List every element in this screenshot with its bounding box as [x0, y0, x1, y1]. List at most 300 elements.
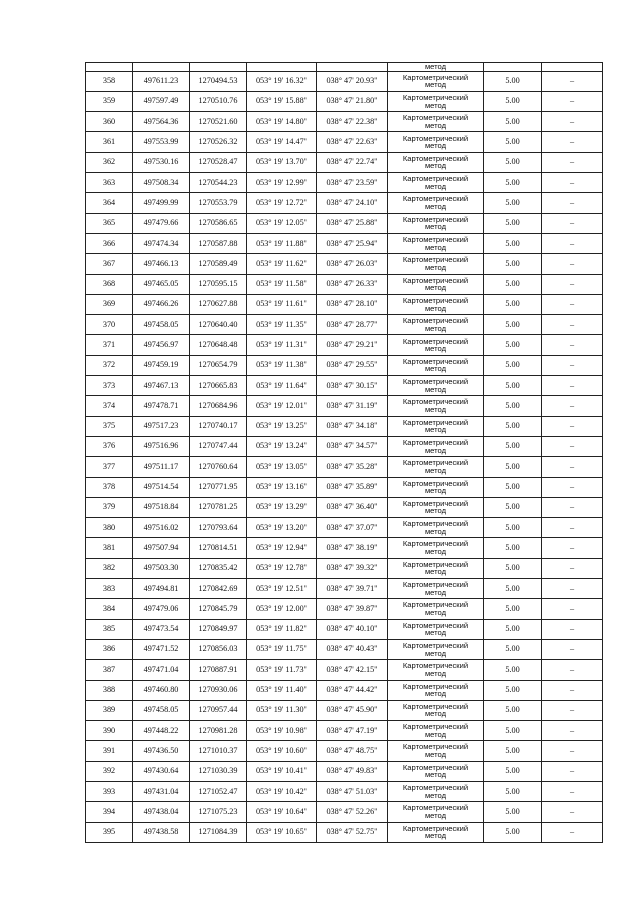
method-line-2: метод: [424, 668, 447, 678]
cell-x-coordinate: 497553.99: [133, 132, 190, 152]
cell-longitude: 038° 47' 42.15": [317, 660, 388, 680]
cell-longitude: 038° 47' 34.18": [317, 416, 388, 436]
cell-y-coordinate: 1270781.25: [190, 497, 247, 517]
cell-accuracy: 5.00: [484, 457, 542, 477]
cell-y-coordinate: 1270553.79: [190, 193, 247, 213]
method-line-2: метод: [424, 404, 447, 414]
cell-x-coordinate: 497473.54: [133, 619, 190, 639]
method-line-1: Картометрический: [402, 519, 469, 529]
cell-dash: –: [542, 639, 603, 659]
cell-point-number: 376: [86, 436, 133, 456]
cell-dash: –: [542, 355, 603, 375]
cell-method-continued: метод: [388, 63, 484, 72]
cell-x-coordinate: 497448.22: [133, 721, 190, 741]
cell-longitude: 038° 47' 29.21": [317, 335, 388, 355]
cell-longitude: 038° 47' 47.19": [317, 721, 388, 741]
cell-latitude: 053° 19' 11.73": [247, 660, 317, 680]
cell-point-number: 389: [86, 700, 133, 720]
cell-accuracy: 5.00: [484, 538, 542, 558]
cell-dash: –: [542, 700, 603, 720]
cell-x-coordinate: 497456.97: [133, 335, 190, 355]
cell-accuracy: 5.00: [484, 518, 542, 538]
cell-dash: –: [542, 213, 603, 233]
method-line-1: Картометрический: [402, 214, 469, 224]
cell-longitude: 038° 47' 30.15": [317, 376, 388, 396]
method-line-1: Картометрический: [402, 174, 469, 184]
cell-latitude: 053° 19' 11.62": [247, 254, 317, 274]
cell-y-coordinate: 1271084.39: [190, 822, 247, 842]
cell-point-number: 385: [86, 619, 133, 639]
cell-latitude: 053° 19' 15.88": [247, 91, 317, 111]
method-line-1: Картометрический: [402, 275, 469, 285]
cell-method: [388, 274, 484, 294]
cell-longitude: 038° 47' 25.94": [317, 233, 388, 253]
cell-method: [388, 579, 484, 599]
cell-dash: –: [542, 660, 603, 680]
cell-latitude: 053° 19' 12.00": [247, 599, 317, 619]
cell-accuracy: 5.00: [484, 680, 542, 700]
cell-point-number: 368: [86, 274, 133, 294]
cell-dash: –: [542, 761, 603, 781]
method-line-1: Картометрический: [402, 295, 469, 305]
cell-dash: –: [542, 680, 603, 700]
cell-y-coordinate: 1270544.23: [190, 173, 247, 193]
cell-dash: –: [542, 193, 603, 213]
cell-method: [388, 152, 484, 172]
cell-point-number: 377: [86, 457, 133, 477]
cell-x-coordinate: 497597.49: [133, 91, 190, 111]
cell-dash: –: [542, 315, 603, 335]
cell-x-coordinate: 497499.99: [133, 193, 190, 213]
cell-method: [388, 294, 484, 314]
method-line-1: Картометрический: [402, 92, 469, 102]
cell-dash: –: [542, 71, 603, 91]
cell-method: [388, 355, 484, 375]
cell-dash: –: [542, 294, 603, 314]
cell-dash: –: [542, 233, 603, 253]
cell-longitude: 038° 47' 35.89": [317, 477, 388, 497]
cell-latitude: 053° 19' 10.41": [247, 761, 317, 781]
method-line-2: метод: [424, 628, 447, 638]
cell-method: [388, 315, 484, 335]
cell-dash: –: [542, 436, 603, 456]
cell-accuracy: 5.00: [484, 436, 542, 456]
table-row: [86, 355, 603, 375]
cell-y-coordinate: 1270842.69: [190, 579, 247, 599]
table-row: [86, 335, 603, 355]
table-row: [86, 822, 603, 842]
cell-latitude: 053° 19' 11.30": [247, 700, 317, 720]
cell-accuracy: 5.00: [484, 294, 542, 314]
method-line-2: метод: [424, 486, 447, 496]
table-row: [86, 477, 603, 497]
method-line-1: Картометрический: [402, 194, 469, 204]
cell-method: [388, 741, 484, 761]
table-row: [86, 660, 603, 680]
cell-x-coordinate: 497564.36: [133, 112, 190, 132]
method-line-2: метод: [424, 242, 447, 252]
cell-dash: –: [542, 781, 603, 801]
cell-accuracy: 5.00: [484, 112, 542, 132]
cell-longitude: 038° 47' 25.88": [317, 213, 388, 233]
cell-empty: [133, 63, 190, 72]
cell-longitude: 038° 47' 44.42": [317, 680, 388, 700]
cell-latitude: 053° 19' 11.35": [247, 315, 317, 335]
cell-method: [388, 477, 484, 497]
cell-point-number: 362: [86, 152, 133, 172]
cell-longitude: 038° 47' 36.40": [317, 497, 388, 517]
cell-latitude: 053° 19' 10.42": [247, 781, 317, 801]
table-row: [86, 173, 603, 193]
cell-method: [388, 680, 484, 700]
cell-accuracy: 5.00: [484, 71, 542, 91]
cell-longitude: 038° 47' 37.07": [317, 518, 388, 538]
table-row: [86, 233, 603, 253]
cell-latitude: 053° 19' 12.01": [247, 396, 317, 416]
cell-point-number: 387: [86, 660, 133, 680]
cell-latitude: 053° 19' 12.51": [247, 579, 317, 599]
method-line-2: метод: [424, 364, 447, 374]
method-line-2: метод: [424, 526, 447, 536]
cell-accuracy: 5.00: [484, 761, 542, 781]
cell-longitude: 038° 47' 29.55": [317, 355, 388, 375]
method-line-2: метод: [424, 547, 447, 557]
method-line-1: Картометрический: [402, 113, 469, 123]
cell-latitude: 053° 19' 11.40": [247, 680, 317, 700]
method-line-2: метод: [424, 262, 447, 272]
method-line-1: Картометрический: [402, 377, 469, 387]
method-line-1: Картометрический: [402, 255, 469, 265]
cell-dash: –: [542, 802, 603, 822]
cell-x-coordinate: 497466.13: [133, 254, 190, 274]
cell-point-number: 386: [86, 639, 133, 659]
cell-latitude: 053° 19' 10.65": [247, 822, 317, 842]
cell-y-coordinate: 1271075.23: [190, 802, 247, 822]
cell-x-coordinate: 497474.34: [133, 233, 190, 253]
cell-longitude: 038° 47' 22.63": [317, 132, 388, 152]
cell-latitude: 053° 19' 12.94": [247, 538, 317, 558]
cell-empty: [86, 63, 133, 72]
table-row: [86, 396, 603, 416]
table-row: [86, 680, 603, 700]
method-line-2: метод: [424, 689, 447, 699]
method-line-1: Картометрический: [402, 600, 469, 610]
cell-x-coordinate: 497465.05: [133, 274, 190, 294]
cell-x-coordinate: 497460.80: [133, 680, 190, 700]
method-line-1: Картометрический: [402, 498, 469, 508]
cell-x-coordinate: 497508.34: [133, 173, 190, 193]
cell-point-number: 360: [86, 112, 133, 132]
cell-longitude: 038° 47' 38.19": [317, 538, 388, 558]
cell-dash: –: [542, 538, 603, 558]
cell-method: [388, 396, 484, 416]
cell-point-number: 379: [86, 497, 133, 517]
method-line-2: метод: [424, 709, 447, 719]
cell-point-number: 361: [86, 132, 133, 152]
cell-y-coordinate: 1270521.60: [190, 112, 247, 132]
cell-method: [388, 619, 484, 639]
cell-x-coordinate: 497466.26: [133, 294, 190, 314]
cell-method: [388, 802, 484, 822]
cell-x-coordinate: 497479.06: [133, 599, 190, 619]
cell-point-number: 393: [86, 781, 133, 801]
method-line-1: Картометрический: [402, 478, 469, 488]
method-line-2: метод: [424, 344, 447, 354]
cell-accuracy: 5.00: [484, 213, 542, 233]
cell-longitude: 038° 47' 39.87": [317, 599, 388, 619]
method-line-1: Картометрический: [402, 417, 469, 427]
method-line-2: метод: [424, 729, 447, 739]
method-line-2: метод: [424, 425, 447, 435]
cell-dash: –: [542, 376, 603, 396]
cell-accuracy: 5.00: [484, 497, 542, 517]
method-line-1: Картометрический: [402, 661, 469, 671]
cell-method: [388, 660, 484, 680]
table-row: [86, 457, 603, 477]
table-row: [86, 599, 603, 619]
cell-method: [388, 639, 484, 659]
cell-latitude: 053° 19' 11.58": [247, 274, 317, 294]
cell-point-number: 373: [86, 376, 133, 396]
table-row: [86, 538, 603, 558]
cell-accuracy: 5.00: [484, 152, 542, 172]
cell-x-coordinate: 497511.17: [133, 457, 190, 477]
cell-longitude: 038° 47' 40.43": [317, 639, 388, 659]
method-line-1: Картометрический: [402, 762, 469, 772]
method-line-1: Картометрический: [402, 72, 469, 82]
table-row: [86, 700, 603, 720]
cell-accuracy: 5.00: [484, 274, 542, 294]
cell-accuracy: 5.00: [484, 233, 542, 253]
cell-latitude: 053° 19' 11.75": [247, 639, 317, 659]
cell-latitude: 053° 19' 13.05": [247, 457, 317, 477]
cell-dash: –: [542, 477, 603, 497]
cell-empty: [247, 63, 317, 72]
method-line-2: метод: [424, 100, 447, 110]
cell-longitude: 038° 47' 21.80": [317, 91, 388, 111]
cell-accuracy: 5.00: [484, 700, 542, 720]
method-line-1: Картометрический: [402, 235, 469, 245]
method-line-2: метод: [424, 283, 447, 293]
cell-longitude: 038° 47' 22.38": [317, 112, 388, 132]
cell-point-number: 372: [86, 355, 133, 375]
cell-point-number: 392: [86, 761, 133, 781]
cell-method: [388, 781, 484, 801]
cell-method: [388, 761, 484, 781]
cell-dash: –: [542, 112, 603, 132]
cell-y-coordinate: 1270640.40: [190, 315, 247, 335]
method-line-2: метод: [424, 810, 447, 820]
cell-x-coordinate: 497467.13: [133, 376, 190, 396]
method-line-1: Картометрический: [402, 823, 469, 833]
cell-y-coordinate: 1270587.88: [190, 233, 247, 253]
method-line-1: Картометрический: [402, 153, 469, 163]
cell-latitude: 053° 19' 16.32": [247, 71, 317, 91]
cell-accuracy: 5.00: [484, 802, 542, 822]
cell-x-coordinate: 497516.96: [133, 436, 190, 456]
method-line-2: метод: [424, 506, 447, 516]
cell-y-coordinate: 1270814.51: [190, 538, 247, 558]
method-line-1: Картометрический: [402, 336, 469, 346]
cell-accuracy: 5.00: [484, 355, 542, 375]
cell-method: [388, 112, 484, 132]
method-line-2: метод: [424, 303, 447, 313]
cell-longitude: 038° 47' 24.10": [317, 193, 388, 213]
cell-accuracy: 5.00: [484, 91, 542, 111]
cell-point-number: 384: [86, 599, 133, 619]
cell-point-number: 367: [86, 254, 133, 274]
cell-point-number: 382: [86, 558, 133, 578]
method-line-1: Картометрический: [402, 722, 469, 732]
cell-x-coordinate: 497494.81: [133, 579, 190, 599]
cell-method: [388, 132, 484, 152]
cell-point-number: 358: [86, 71, 133, 91]
cell-y-coordinate: 1270856.03: [190, 639, 247, 659]
cell-empty: [484, 63, 542, 72]
table-row: [86, 558, 603, 578]
cell-accuracy: 5.00: [484, 619, 542, 639]
table-row: [86, 741, 603, 761]
method-line-2: метод: [424, 445, 447, 455]
table-row: [86, 213, 603, 233]
cell-point-number: 380: [86, 518, 133, 538]
cell-dash: –: [542, 599, 603, 619]
cell-dash: –: [542, 91, 603, 111]
method-line-2: метод: [424, 567, 447, 577]
cell-accuracy: 5.00: [484, 315, 542, 335]
cell-dash: –: [542, 132, 603, 152]
table-row: [86, 376, 603, 396]
cell-dash: –: [542, 822, 603, 842]
cell-latitude: 053° 19' 14.80": [247, 112, 317, 132]
method-line-2: метод: [424, 202, 447, 212]
cell-dash: –: [542, 335, 603, 355]
cell-longitude: 038° 47' 39.71": [317, 579, 388, 599]
cell-dash: –: [542, 396, 603, 416]
cell-x-coordinate: 497471.04: [133, 660, 190, 680]
cell-latitude: 053° 19' 13.70": [247, 152, 317, 172]
cell-accuracy: 5.00: [484, 741, 542, 761]
cell-empty: [542, 63, 603, 72]
method-line-1: Картометрический: [402, 356, 469, 366]
cell-latitude: 053° 19' 11.61": [247, 294, 317, 314]
cell-dash: –: [542, 416, 603, 436]
cell-x-coordinate: 497503.30: [133, 558, 190, 578]
cell-y-coordinate: 1270930.06: [190, 680, 247, 700]
cell-method: [388, 558, 484, 578]
cell-x-coordinate: 497611.23: [133, 71, 190, 91]
cell-y-coordinate: 1270957.44: [190, 700, 247, 720]
cell-longitude: 038° 47' 20.93": [317, 71, 388, 91]
cell-longitude: 038° 47' 26.33": [317, 274, 388, 294]
cell-point-number: 390: [86, 721, 133, 741]
cell-y-coordinate: 1270793.64: [190, 518, 247, 538]
cell-latitude: 053° 19' 11.64": [247, 376, 317, 396]
cell-point-number: 359: [86, 91, 133, 111]
table-row: [86, 71, 603, 91]
cell-point-number: 391: [86, 741, 133, 761]
cell-method: [388, 721, 484, 741]
cell-y-coordinate: 1270654.79: [190, 355, 247, 375]
cell-y-coordinate: 1270845.79: [190, 599, 247, 619]
cell-accuracy: 5.00: [484, 396, 542, 416]
cell-point-number: 388: [86, 680, 133, 700]
method-line-1: Картометрический: [402, 580, 469, 590]
cell-point-number: 378: [86, 477, 133, 497]
method-line-2: метод: [424, 323, 447, 333]
cell-latitude: 053° 19' 14.47": [247, 132, 317, 152]
cell-y-coordinate: 1270760.64: [190, 457, 247, 477]
cell-latitude: 053° 19' 12.99": [247, 173, 317, 193]
cell-method: [388, 416, 484, 436]
method-line-2: метод: [424, 80, 447, 90]
cell-method: [388, 538, 484, 558]
table-row: [86, 639, 603, 659]
cell-y-coordinate: 1270835.42: [190, 558, 247, 578]
table-row: [86, 497, 603, 517]
cell-y-coordinate: 1270494.53: [190, 71, 247, 91]
method-line-1: Картометрический: [402, 783, 469, 793]
cell-longitude: 038° 47' 39.32": [317, 558, 388, 578]
table-row: [86, 802, 603, 822]
cell-longitude: 038° 47' 28.77": [317, 315, 388, 335]
cell-dash: –: [542, 518, 603, 538]
cell-longitude: 038° 47' 23.59": [317, 173, 388, 193]
cell-point-number: 363: [86, 173, 133, 193]
method-line-2: метод: [424, 141, 447, 151]
cell-dash: –: [542, 457, 603, 477]
cell-x-coordinate: 497516.02: [133, 518, 190, 538]
cell-x-coordinate: 497438.58: [133, 822, 190, 842]
cell-method: [388, 518, 484, 538]
cell-point-number: 369: [86, 294, 133, 314]
method-line-1: Картометрический: [402, 437, 469, 447]
cell-latitude: 053° 19' 10.60": [247, 741, 317, 761]
method-line-2: метод: [424, 222, 447, 232]
cell-x-coordinate: 497518.84: [133, 497, 190, 517]
cell-method: [388, 71, 484, 91]
cell-y-coordinate: 1270627.88: [190, 294, 247, 314]
cell-longitude: 038° 47' 28.10": [317, 294, 388, 314]
cell-x-coordinate: 497430.64: [133, 761, 190, 781]
cell-accuracy: 5.00: [484, 193, 542, 213]
cell-y-coordinate: 1270665.83: [190, 376, 247, 396]
table-row: [86, 294, 603, 314]
cell-point-number: 394: [86, 802, 133, 822]
cell-method: [388, 91, 484, 111]
cell-dash: –: [542, 254, 603, 274]
cell-x-coordinate: 497458.05: [133, 315, 190, 335]
method-line-2: метод: [424, 465, 447, 475]
cell-dash: –: [542, 619, 603, 639]
method-line-1: Картометрический: [402, 803, 469, 813]
method-line-2: метод: [424, 181, 447, 191]
cell-method: [388, 497, 484, 517]
method-line-2: метод: [424, 790, 447, 800]
cell-y-coordinate: 1271030.39: [190, 761, 247, 781]
cell-longitude: 038° 47' 22.74": [317, 152, 388, 172]
cell-y-coordinate: 1270740.17: [190, 416, 247, 436]
method-line-2: метод: [424, 770, 447, 780]
cell-empty: [190, 63, 247, 72]
table-row: [86, 436, 603, 456]
cell-longitude: 038° 47' 40.10": [317, 619, 388, 639]
cell-longitude: 038° 47' 31.19": [317, 396, 388, 416]
cell-accuracy: 5.00: [484, 721, 542, 741]
cell-method: [388, 233, 484, 253]
table-row: [86, 274, 603, 294]
cell-y-coordinate: 1270981.28: [190, 721, 247, 741]
